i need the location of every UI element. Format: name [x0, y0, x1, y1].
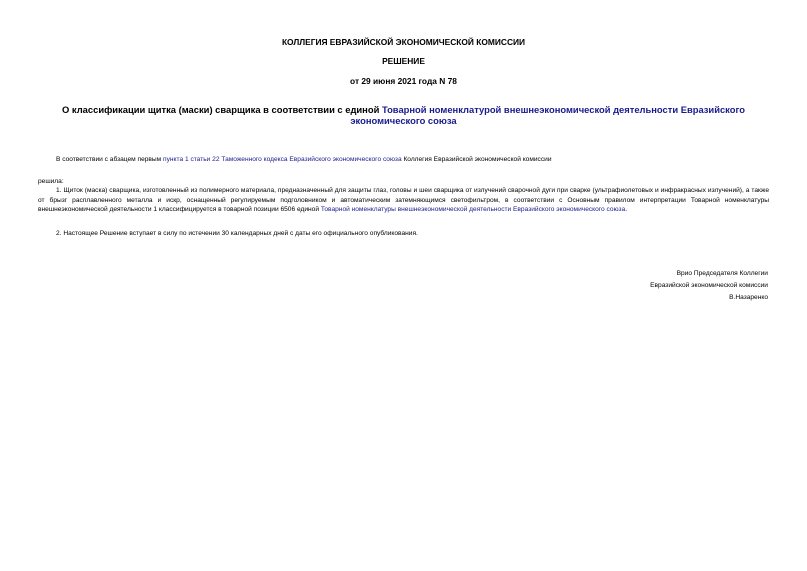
decided-label: решила:	[38, 178, 64, 185]
signer-name: В.Назаренко	[729, 294, 768, 301]
item-1-paragraph	[38, 186, 769, 215]
customs-code-link[interactable]: пункта 1 статьи 22 Таможенного кодекса Евразийского экономического союза	[163, 156, 402, 163]
signer-organization: Евразийской экономической комиссии	[650, 282, 768, 289]
issuer-heading: КОЛЛЕГИЯ ЕВРАЗИЙСКОЙ ЭКОНОМИЧЕСКОЙ КОМИССИИ	[281, 37, 526, 47]
item-1-text-end: .	[625, 206, 628, 213]
title-tnved-link[interactable]: Товарной номенклатурой внешнеэкономической деятельности Евразийского экономического союза	[350, 104, 745, 126]
item-1-tnved-link[interactable]: Товарной номенклатуры внешнеэкономической деятельности Евразийского экономического союза	[320, 206, 626, 213]
title-text: О классификации щитка (маски) сварщика в соответствии с единой	[62, 104, 382, 115]
preamble-text: В соответствии с абзацем первым	[56, 156, 164, 163]
item-2-paragraph: 2. Настоящее Решение вступает в силу по истечении 30 календарных дней с даты его официального опубликования.	[56, 230, 418, 237]
document-title	[38, 104, 769, 126]
signer-position: Врио Председателя Коллегии	[676, 270, 768, 277]
preamble-text-end: Коллегия Евразийской экономической комиссии	[401, 156, 552, 163]
item-1-text: 1. Щиток (маска) сварщика, изготовленный из полимерного материала, предназначенный для защиты глаз, головы и шеи сварщика от излучений сварочной дуги при сварке (ультрафиолетовых и инфракрасных излучений), а также от брызг расплавленного металла и искр, оснащенный регулируемым подголовником и автоматическим затемняющимся светофильтром, в соответствии с Основным правилом интерпретации Товарной номенклатуры внешнеэкономической деятельности 1 классифицируется в товарной позиции 6506 единой	[38, 187, 769, 213]
document-date: от 29 июня 2021 года N 78	[350, 76, 457, 86]
document-type: РЕШЕНИЕ	[382, 56, 425, 66]
preamble-paragraph	[56, 155, 756, 165]
signature-block	[568, 268, 768, 304]
